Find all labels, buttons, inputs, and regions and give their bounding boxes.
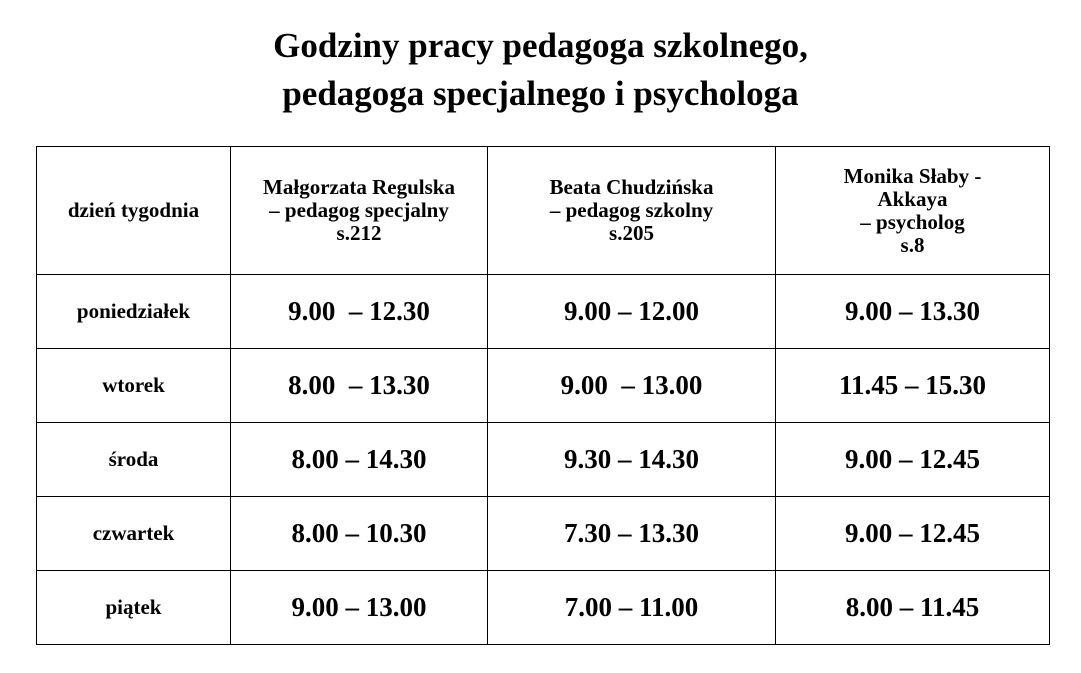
- header-staff-2: [488, 147, 776, 275]
- time-cell: 8.00 – 14.30: [231, 423, 488, 497]
- staff-2-role: – pedagog szkolny: [549, 198, 714, 222]
- time-cell: 11.45 – 15.30: [776, 349, 1050, 423]
- table-row: [37, 423, 1050, 497]
- day-cell: wtorek: [37, 349, 231, 423]
- time-cell: 7.30 – 13.30: [488, 497, 776, 571]
- time-cell: 9.00 – 13.30: [776, 275, 1050, 349]
- staff-3-name: Monika Słaby -: [843, 163, 982, 188]
- time-cell: 9.00 – 12.00: [488, 275, 776, 349]
- table-row: [37, 497, 1050, 571]
- staff-3-name-cont: Akkaya: [877, 186, 948, 211]
- staff-1-name: Małgorzata Regulska: [263, 175, 455, 199]
- time-cell: 8.00 – 13.30: [231, 349, 488, 423]
- table-row: [37, 571, 1050, 645]
- staff-3-role: – psycholog: [860, 209, 965, 234]
- time-cell: 9.00 – 13.00: [488, 349, 776, 423]
- time-cell: 9.30 – 14.30: [488, 423, 776, 497]
- time-cell: 9.00 – 12.45: [776, 497, 1050, 571]
- staff-1-role: – pedagog specjalny: [269, 198, 449, 222]
- time-cell: 9.00 – 12.45: [776, 423, 1050, 497]
- staff-3-room: s.8: [900, 232, 925, 257]
- table-row: [37, 349, 1050, 423]
- day-cell: piątek: [37, 571, 231, 645]
- title-line-2: pedagoga specjalnego i psychologa: [282, 74, 799, 113]
- page-title: [0, 22, 1081, 118]
- time-cell: 9.00 – 13.00: [231, 571, 488, 645]
- header-staff-1: [231, 147, 488, 275]
- day-cell: poniedziałek: [37, 275, 231, 349]
- time-cell: 9.00 – 12.30: [231, 275, 488, 349]
- time-cell: 8.00 – 10.30: [231, 497, 488, 571]
- header-day-column: [37, 147, 231, 275]
- table-row: [37, 275, 1050, 349]
- time-cell: 7.00 – 11.00: [488, 571, 776, 645]
- header-day-label: dzień tygodnia: [67, 198, 200, 222]
- header-staff-3: [776, 147, 1050, 275]
- staff-1-room: s.212: [336, 221, 382, 245]
- office-hours-table: [36, 146, 1050, 645]
- table-header-row: [37, 147, 1050, 275]
- title-line-1: Godziny pracy pedagoga szkolnego,: [273, 26, 808, 65]
- day-cell: środa: [37, 423, 231, 497]
- staff-2-room: s.205: [609, 221, 654, 245]
- staff-2-name: Beata Chudzińska: [549, 175, 714, 199]
- time-cell: 8.00 – 11.45: [776, 571, 1050, 645]
- day-cell: czwartek: [37, 497, 231, 571]
